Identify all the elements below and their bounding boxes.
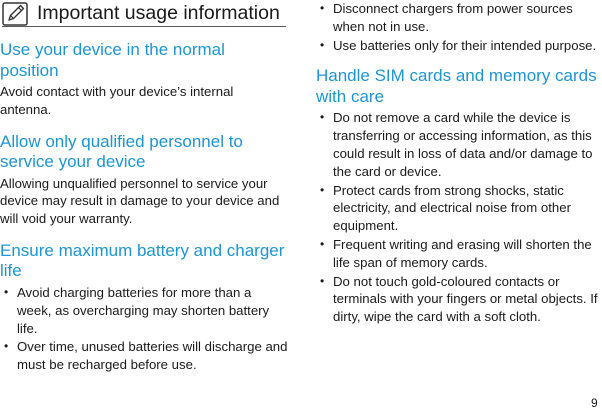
pencil-note-icon xyxy=(2,2,28,26)
section-heading: Handle SIM cards and memory cards with care xyxy=(316,66,597,106)
section-heading: Use your device in the normal position xyxy=(0,40,225,80)
section-battery-charger xyxy=(0,241,288,374)
section-heading: Ensure maximum battery and charger life xyxy=(0,240,285,281)
left-column xyxy=(0,40,288,387)
section-sim-memory-cards xyxy=(316,66,602,326)
list-item: • Disconnect chargers from power sources when not in use. xyxy=(316,0,602,36)
bullet-list xyxy=(316,109,602,326)
section-body: Avoid contact with your device’s internal antenna. xyxy=(0,84,234,117)
list-item: • Avoid charging batteries for more than a week, as overcharging may shorten battery life. xyxy=(0,284,288,337)
page-header xyxy=(2,0,286,28)
section-normal-position xyxy=(0,40,288,119)
page-number: 9 xyxy=(591,396,598,410)
list-item: • Use batteries only for their intended purpose. xyxy=(316,37,602,55)
list-item: • Do not remove a card while the device is transferring or accessing information, as this could result in loss of data and/or damage to the card or device. xyxy=(316,109,602,180)
list-item: • Frequent writing and erasing will shorten the life span of memory cards. xyxy=(316,236,602,272)
right-column xyxy=(316,0,602,339)
page-title: Important usage information xyxy=(37,2,280,24)
list-item: • Over time, unused batteries will discharge and must be recharged before use. xyxy=(0,338,288,374)
bullet-list-continued xyxy=(316,0,602,54)
section-qualified-personnel xyxy=(0,132,288,228)
list-item: • Protect cards from strong shocks, static electricity, and electrical noise from other equipment. xyxy=(316,182,602,235)
section-heading: Allow only qualified personnel to service your device xyxy=(0,131,243,172)
section-body: Allowing unqualified personnel to service your device may result in damage to your device and will void your warranty. xyxy=(0,175,280,227)
list-item: • Do not touch gold-coloured contacts or terminals with your fingers or metal objects. If dirty, wipe the card with a soft cloth. xyxy=(316,273,602,326)
bullet-list xyxy=(0,284,288,374)
header-divider xyxy=(2,26,286,27)
